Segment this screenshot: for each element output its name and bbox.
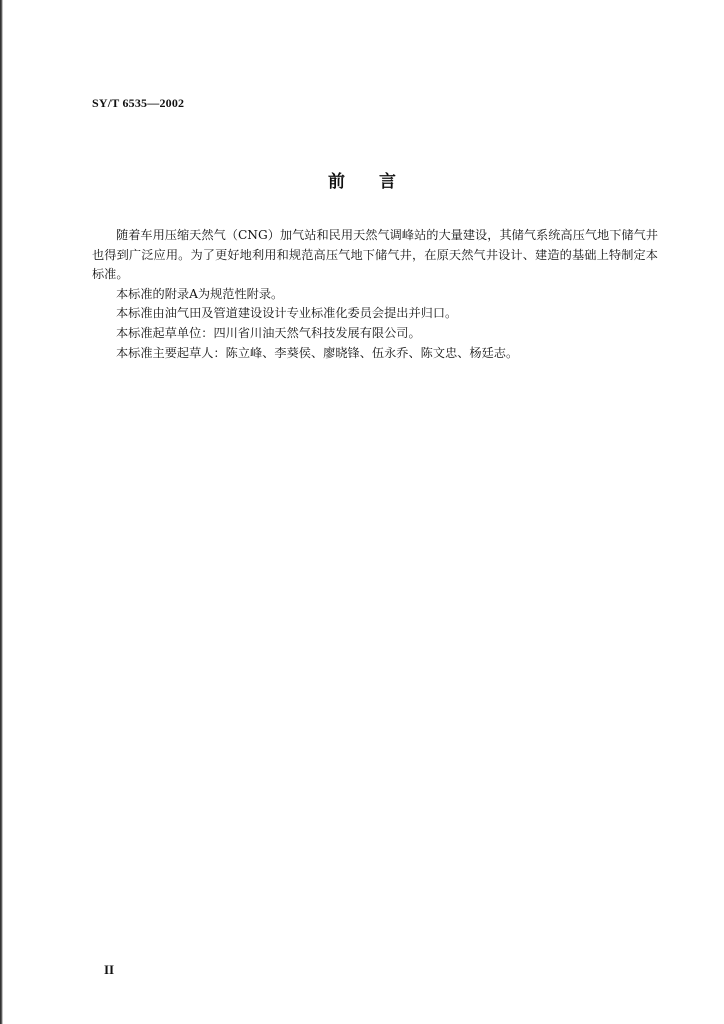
title-char-2: 言 [379, 172, 396, 192]
paragraph-appendix: 本标准的附录A为规范性附录。 [116, 286, 284, 301]
paragraph-proposer: 本标准由油气田及管道建设设计专业标准化委员会提出并归口。 [116, 306, 458, 321]
standard-code: SY/T 6535—2002 [92, 96, 185, 110]
paragraph-intro: 随着车用压缩天然气（CNG）加气站和民用天然气调峰站的大量建设，其储气系统高压气地下储气井也得到广泛应用。为了更好地利用和规范高压气地下储气井，在原天然气井设计、建造的基础上特制定本标准。 [92, 228, 658, 282]
page-title [0, 167, 724, 192]
paragraph-drafting-unit: 本标准起草单位：四川省川油天然气科技发展有限公司。 [116, 325, 421, 340]
page-number: II [104, 962, 115, 977]
title-char-1: 前 [328, 172, 345, 192]
foreword-body [92, 226, 658, 363]
paragraph-drafters: 本标准主要起草人：陈立峰、李葵侯、廖晓锋、伍永乔、陈文忠、杨廷志。 [116, 345, 519, 360]
scan-edge [0, 0, 3, 1024]
